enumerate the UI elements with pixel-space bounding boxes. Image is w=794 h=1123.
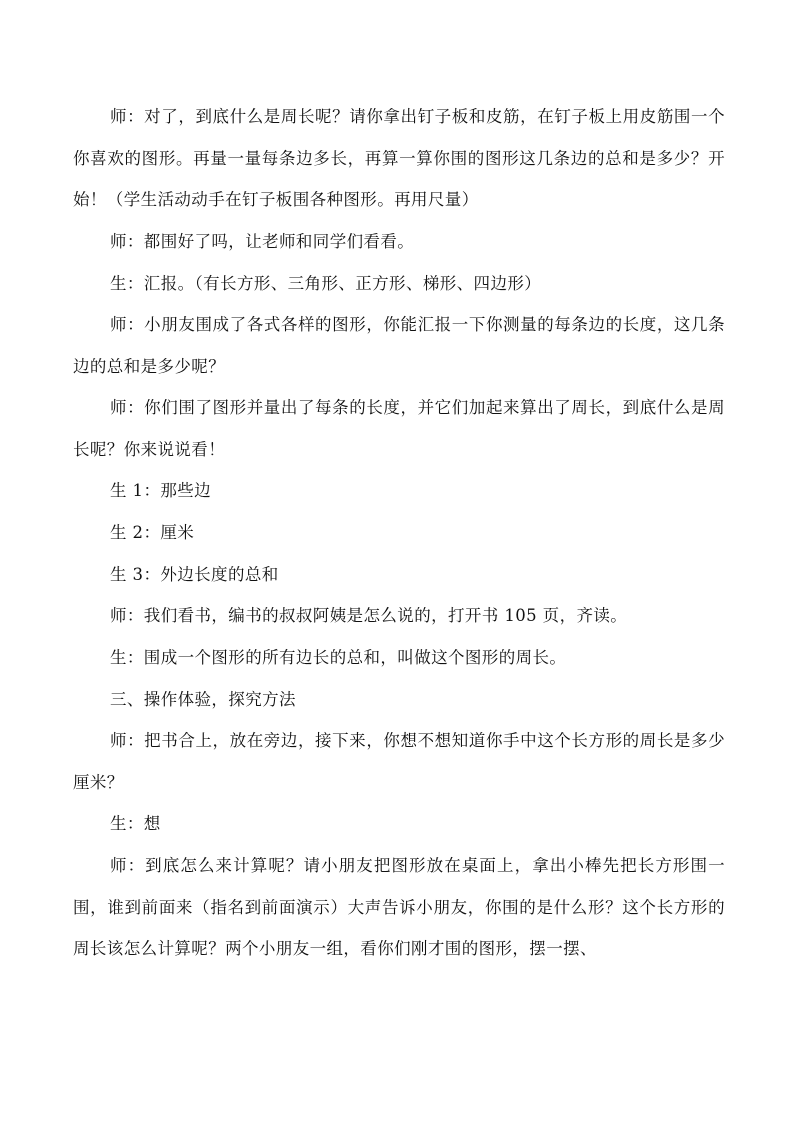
paragraph-close-book: 师：把书合上，放在旁边，接下来，你想不想知道你手中这个长方形的周长是多少厘米？ — [73, 731, 725, 792]
paragraph-student-report: 生：汇报。（有长方形、三角形、正方形、梯形、四边形） — [110, 274, 542, 293]
paragraph-read-book: 师：我们看书，编书的叔叔阿姨是怎么说的，打开书 105 页，齐读。 — [110, 606, 628, 625]
paragraph-teacher-question: 师：小朋友围成了各式各样的图形，你能汇报一下你测量的每条边的长度，这几条边的总和是多少呢？ — [73, 315, 725, 376]
section-heading-operation: 三、操作体验，探究方法 — [110, 690, 296, 709]
paragraph-perimeter-activity: 师：对了，到底什么是周长呢？请你拿出钉子板和皮筋，在钉子板上用皮筋围一个你喜欢的图形。再量一量每条边多长，再算一算你围的图形这几条边的总和是多少？开始！（学生活动动手在钉子板围各种图形。再用尺量） — [73, 107, 725, 209]
paragraph-student-3: 生 3：外边长度的总和 — [110, 565, 279, 584]
paragraph-teacher-check: 师：都围好了吗，让老师和同学们看看。 — [110, 232, 415, 251]
paragraph-how-to-calculate: 师：到底怎么来计算呢？请小朋友把图形放在桌面上，拿出小棒先把长方形围一围，谁到前面来（指名到前面演示）大声告诉小朋友，你围的是什么形？这个长方形的周长该怎么计算呢？两个小朋友一组，看你们刚才围的图形，摆一摆、 — [73, 856, 725, 958]
paragraph-what-is-perimeter: 师：你们围了图形并量出了每条的长度，并它们加起来算出了周长，到底什么是周长呢？你来说说看！ — [73, 398, 725, 459]
paragraph-student-1: 生 1：那些边 — [110, 481, 212, 500]
paragraph-definition: 生：围成一个图形的所有边长的总和，叫做这个图形的周长。 — [110, 648, 567, 667]
paragraph-student-want: 生：想 — [110, 814, 161, 833]
paragraph-student-2: 生 2：厘米 — [110, 523, 195, 542]
